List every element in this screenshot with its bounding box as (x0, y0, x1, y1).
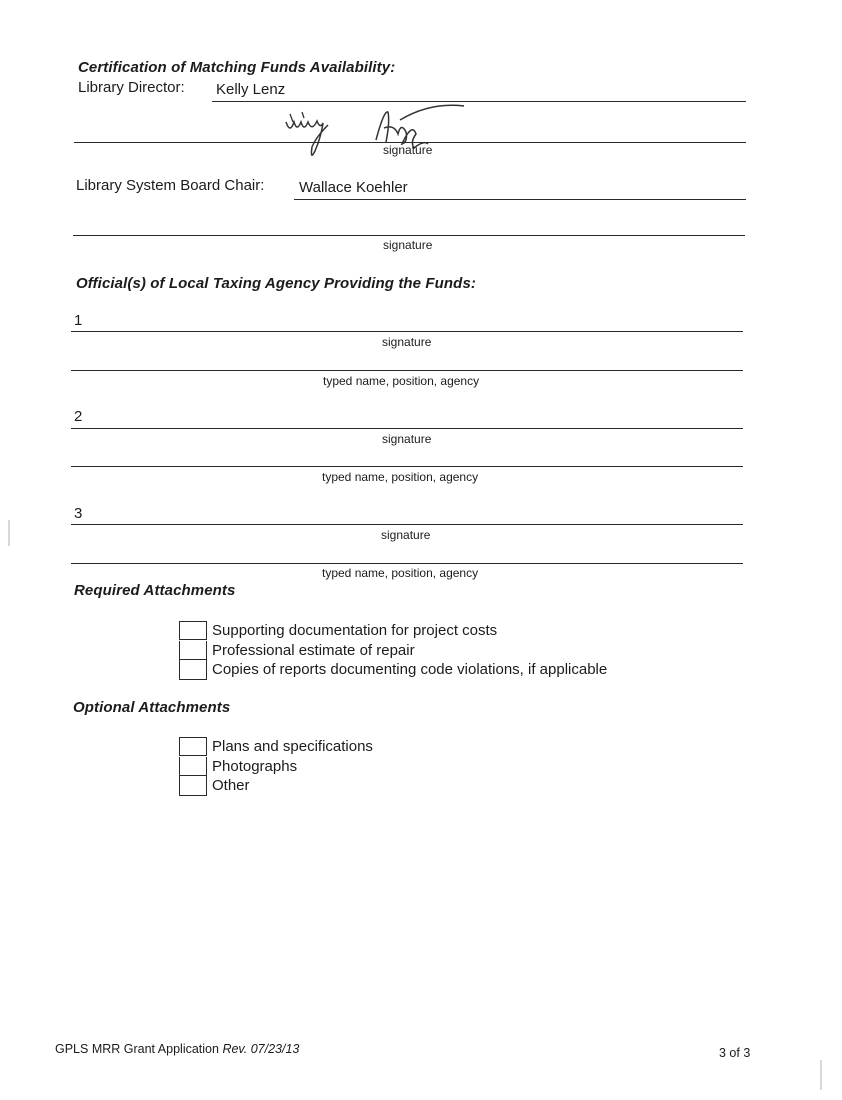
certification-heading: Certification of Matching Funds Availability: (78, 59, 396, 76)
optional-attachments-heading: Optional Attachments (73, 699, 231, 716)
official-name-line (71, 370, 743, 371)
attachment-label: Photographs (212, 757, 298, 775)
official-name-caption: typed name, position, agency (322, 566, 479, 580)
attachment-checkbox[interactable] (179, 737, 207, 756)
attachment-label: Other (212, 777, 250, 794)
attachment-label: Supporting documentation for project costs (212, 622, 498, 639)
board-chair-name: Wallace Koehler (299, 179, 408, 196)
officials-heading: Official(s) of Local Taxing Agency Providing the Funds: (76, 275, 476, 292)
board-chair-signature-caption: signature (383, 238, 433, 252)
official-number: 2 (74, 408, 83, 425)
scan-artifact (8, 520, 10, 546)
official-name-caption: typed name, position, agency (322, 470, 479, 484)
attachment-checkbox[interactable] (179, 641, 207, 661)
attachment-label: Professional estimate of repair (212, 641, 415, 659)
form-revision: Rev. 07/23/13 (222, 1042, 300, 1056)
board-chair-signature-line (73, 235, 745, 236)
director-signature-image (280, 100, 470, 162)
attachment-label: Copies of reports documenting code violations, if applicable (212, 661, 608, 678)
library-director-label: Library Director: (78, 79, 185, 96)
page-number: 3 of 3 (719, 1046, 751, 1060)
director-signature-caption: signature (383, 143, 433, 157)
official-signature-line (71, 331, 743, 332)
library-director-name: Kelly Lenz (216, 81, 286, 98)
attachment-label: Plans and specifications (212, 738, 373, 755)
attachment-checkbox[interactable] (179, 660, 207, 680)
official-signature-caption: signature (382, 335, 432, 349)
required-attachments-heading: Required Attachments (74, 582, 236, 599)
footer-form-name (55, 1042, 299, 1056)
official-signature-line (71, 428, 743, 429)
official-name-caption: typed name, position, agency (323, 374, 480, 388)
official-signature-line (71, 524, 743, 525)
attachment-checkbox[interactable] (179, 757, 207, 777)
official-name-line (71, 563, 743, 564)
attachment-checkbox[interactable] (179, 776, 207, 796)
form-name: GPLS MRR Grant Application (55, 1042, 219, 1056)
official-number: 1 (74, 312, 83, 329)
official-signature-caption: signature (382, 432, 432, 446)
board-chair-label: Library System Board Chair: (76, 177, 265, 194)
board-chair-line (294, 199, 746, 200)
official-name-line (71, 466, 743, 467)
attachment-checkbox[interactable] (179, 621, 207, 640)
scan-artifact (820, 1060, 822, 1090)
official-number: 3 (74, 505, 83, 522)
official-signature-caption: signature (381, 528, 431, 542)
